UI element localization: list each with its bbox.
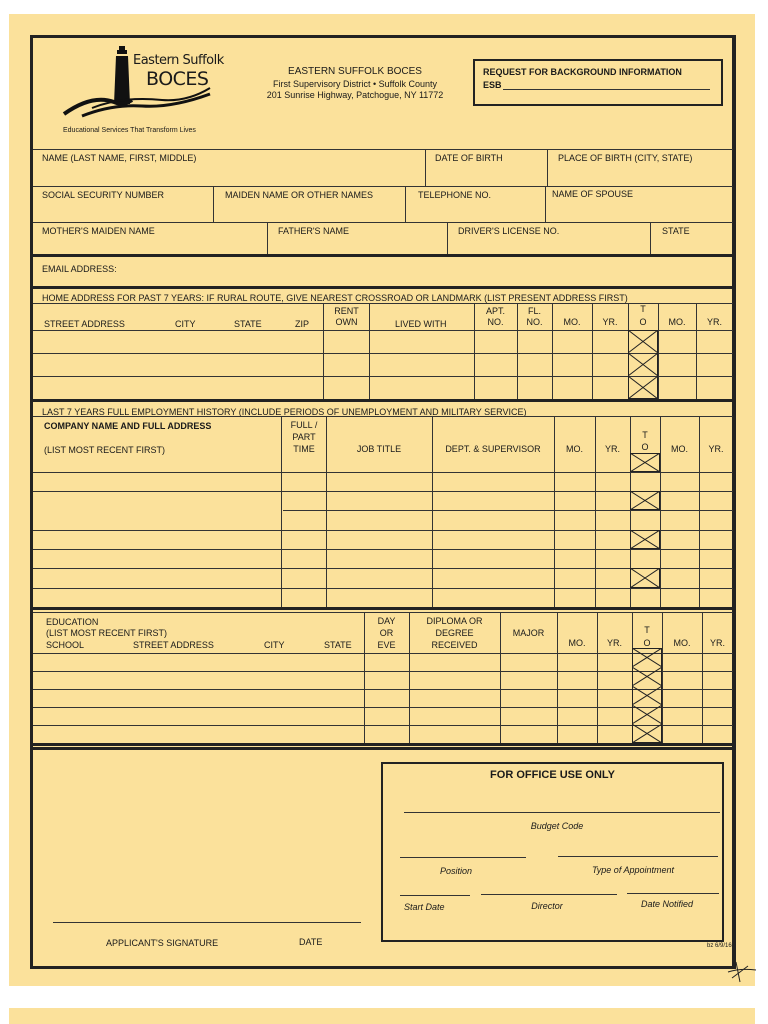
rule [33,707,733,708]
col-to-t: T [642,430,648,440]
col-street: STREET ADDRESS [44,319,125,329]
rule [33,186,733,187]
col-to-o: O [639,317,647,327]
col-to-t: T [640,304,646,314]
divider [405,186,406,222]
to-x-marks [628,330,658,399]
rule [33,472,733,473]
divider [547,149,548,186]
start-date-line [400,895,470,896]
spouse-field[interactable]: NAME OF SPOUSE [552,189,634,199]
rule [283,491,733,492]
col-received: RECEIVED [431,640,478,650]
col-own: OWN [335,317,358,327]
date-notified-field[interactable]: Date Notified [640,899,694,909]
rule [283,588,733,589]
to-x-mark [630,491,660,510]
mother-maiden-field[interactable]: MOTHER'S MAIDEN NAME [42,226,155,236]
rule [33,416,733,417]
col-street: STREET ADDRESS [133,640,214,650]
org-name: EASTERN SUFFOLK BOCES [288,66,422,77]
rule [33,612,733,613]
col-zip: ZIP [295,319,310,329]
col-company: COMPANY NAME AND FULL ADDRESS [44,421,212,431]
ssn-field[interactable]: SOCIAL SECURITY NUMBER [42,190,165,200]
rule [33,549,283,550]
divider [557,612,558,743]
appointment-field[interactable]: Type of Appointment [591,865,675,875]
rule [33,286,733,289]
divider [650,222,651,254]
to-x-marks [632,648,662,743]
rule [33,491,283,492]
rule [33,149,733,150]
budget-line [404,812,720,813]
col-to-o: O [641,442,649,452]
divider [369,303,370,399]
rule [283,510,733,511]
col-yr: YR. [708,444,724,454]
to-x-mark [630,568,660,588]
to-x-mark [630,530,660,549]
col-mo: MO. [568,638,586,648]
col-mo: MO. [673,638,691,648]
rule [33,607,733,610]
father-name-field[interactable]: FATHER'S NAME [278,226,350,236]
col-state: STATE [324,640,352,650]
logo-line1: Eastern Suffolk [133,53,224,68]
col-eve: EVE [377,640,396,650]
corner-scribble [722,958,758,986]
col-state: STATE [234,319,262,329]
col-to-o: O [643,638,651,648]
notified-line [627,893,719,894]
logo-line2: BOCES [146,68,209,90]
col-yr: YR. [709,638,725,648]
col-time: TIME [293,444,315,454]
col-major: MAJOR [512,628,545,638]
divider [425,149,426,186]
col-degree: DEGREE [435,628,474,638]
col-full: FULL / [290,420,318,430]
rule [33,671,733,672]
col-city: CITY [264,640,285,650]
logo-tagline: Educational Services That Transform Lives [63,127,196,134]
divider [267,222,268,254]
license-field[interactable]: DRIVER'S LICENSE NO. [458,226,560,236]
col-list-recent: (LIST MOST RECENT FIRST) [46,628,168,638]
col-dept: DEPT. & SUPERVISOR [445,444,541,454]
signature-date-label[interactable]: DATE [299,937,323,947]
to-x-mark [630,453,660,472]
office-use-title: FOR OFFICE USE ONLY [490,769,615,781]
rule [33,568,733,569]
col-mo: MO. [566,444,583,454]
divider [545,186,546,222]
col-day: DAY [377,616,396,626]
col-yr: YR. [602,317,618,327]
col-mo: MO. [671,444,688,454]
start-date-field[interactable]: Start Date [404,902,445,912]
employment-section-title: LAST 7 YEARS FULL EMPLOYMENT HISTORY (INCLUDE PERIODS OF UNEMPLOYMENT AND MILITARY SERVICE) [42,407,527,417]
request-title: REQUEST FOR BACKGROUND INFORMATION [483,67,682,77]
col-school: SCHOOL [46,640,85,650]
rule [283,549,733,550]
position-field[interactable]: Position [439,866,473,876]
esb-label: ESB [483,80,502,90]
maiden-name-field[interactable]: MAIDEN NAME OR OTHER NAMES [225,190,374,200]
col-mo: MO. [563,317,581,327]
col-diploma: DIPLOMA OR [426,616,483,626]
next-page-edge [9,1008,755,1024]
col-lived-with: LIVED WITH [395,319,447,329]
rule [33,747,733,750]
address-section-title: HOME ADDRESS FOR PAST 7 YEARS: IF RURAL ROUTE, GIVE NEAREST CROSSROAD OR LANDMARK (LIST PRESENT ADDRESS FIRST) [42,293,628,303]
col-list-recent: (LIST MOST RECENT FIRST) [44,445,166,455]
signature-line [53,922,361,923]
name-field[interactable]: NAME (LAST NAME, FIRST, MIDDLE) [42,153,197,163]
col-yr: YR. [604,444,620,454]
director-field[interactable]: Director [531,901,563,911]
rule [33,222,733,223]
telephone-field[interactable]: TELEPHONE NO. [418,190,492,200]
dob-field[interactable]: DATE OF BIRTH [435,153,503,163]
org-district: First Supervisory District • Suffolk County [272,79,438,89]
rule [33,689,733,690]
col-yr: YR. [606,638,622,648]
col-apt: APT. [485,306,505,316]
col-rent: RENT [334,306,359,316]
divider [662,612,663,743]
col-or: OR [379,628,394,638]
email-field[interactable]: EMAIL ADDRESS: [42,264,117,274]
rule [33,725,733,726]
state-field[interactable]: STATE [662,226,690,236]
col-to-t: T [644,625,650,635]
office-use-box [381,762,724,942]
position-line [400,857,526,858]
col-fl-no: NO. [526,317,543,327]
director-line [481,894,617,895]
form-code: bz 6/9/16 [707,943,732,949]
divider [702,612,703,743]
col-fl: FL. [527,306,541,316]
col-yr: YR. [706,317,722,327]
divider [447,222,448,254]
education-section-title: EDUCATION [46,617,99,627]
col-apt-no: NO. [487,317,504,327]
pob-field[interactable]: PLACE OF BIRTH (CITY, STATE) [558,153,693,163]
rule [33,399,733,402]
divider [597,612,598,743]
appointment-line [558,856,718,857]
budget-code-field[interactable]: Budget Code [530,821,584,831]
rule [33,653,733,654]
rule [33,743,733,746]
divider [213,186,214,222]
rule [33,254,733,257]
col-city: CITY [175,319,196,329]
rule [33,530,733,531]
col-job-title: JOB TITLE [356,444,402,454]
col-part: PART [292,432,316,442]
col-mo: MO. [668,317,686,327]
applicant-signature-label[interactable]: APPLICANT'S SIGNATURE [106,938,219,948]
esb-line [503,89,710,90]
org-address: 201 Sunrise Highway, Patchogue, NY 11772 [266,90,444,100]
rule [33,588,283,589]
